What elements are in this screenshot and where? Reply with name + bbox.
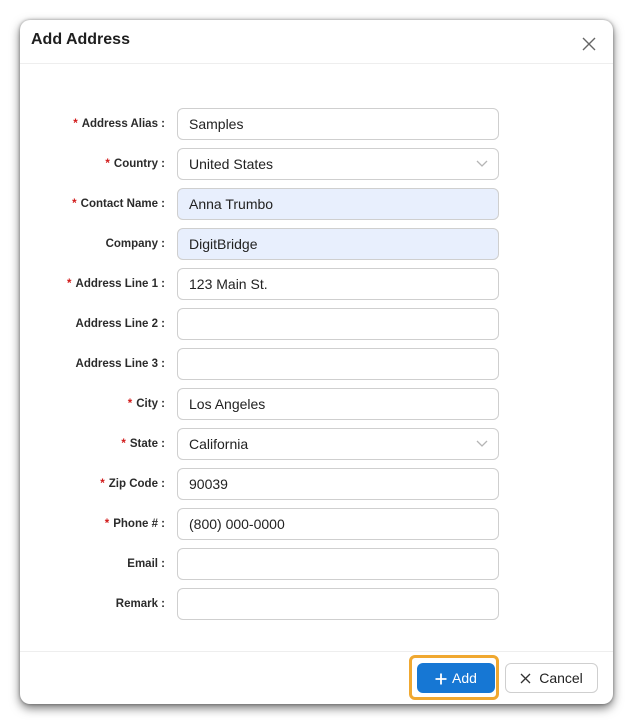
address-line-3-label: Address Line 3 : — [75, 358, 165, 370]
required-marker: * — [72, 198, 77, 210]
state-select[interactable] — [177, 428, 499, 460]
company-row — [20, 228, 613, 260]
company-input[interactable] — [177, 228, 499, 260]
address-line-1-label: * Address Line 1 : — [67, 278, 165, 290]
state-row — [20, 428, 613, 460]
email-label: Email : — [127, 558, 165, 570]
address-line-2-label: Address Line 2 : — [75, 318, 165, 330]
city-input[interactable] — [177, 388, 499, 420]
required-marker: * — [121, 438, 126, 450]
address-line-3-row — [20, 348, 613, 380]
close-button[interactable] — [579, 34, 599, 54]
remark-input[interactable] — [177, 588, 499, 620]
required-marker: * — [73, 118, 78, 130]
required-marker: * — [127, 398, 133, 410]
required-marker: * — [105, 158, 110, 170]
close-icon — [520, 673, 531, 684]
contact-name-input[interactable] — [177, 188, 499, 220]
phone-label: * Phone # : — [104, 518, 165, 530]
city-label: * City : — [127, 398, 165, 410]
email-input[interactable] — [177, 548, 499, 580]
remark-row — [20, 588, 613, 620]
phone-input[interactable] — [177, 508, 499, 540]
chevron-down-icon — [476, 159, 488, 169]
contact-name-label: * Contact Name : — [72, 198, 165, 210]
dialog-footer — [20, 651, 613, 704]
company-label: Company : — [105, 238, 165, 250]
address-alias-input[interactable] — [177, 108, 499, 140]
email-row — [20, 548, 613, 580]
plus-icon — [435, 673, 447, 685]
country-row — [20, 148, 613, 180]
address-alias-label: * Address Alias : — [73, 118, 165, 130]
phone-row — [20, 508, 613, 540]
remark-label: Remark : — [115, 598, 165, 610]
state-selected-value: California — [189, 436, 249, 452]
country-selected-value: United States — [189, 156, 274, 172]
address-alias-row — [20, 108, 613, 140]
country-select[interactable] — [177, 148, 499, 180]
city-row — [20, 388, 613, 420]
zip-code-input[interactable] — [177, 468, 499, 500]
address-line-1-input[interactable] — [177, 268, 499, 300]
address-line-2-input[interactable] — [177, 308, 499, 340]
contact-name-row — [20, 188, 613, 220]
required-marker: * — [104, 518, 110, 530]
required-marker: * — [100, 478, 105, 490]
chevron-down-icon — [476, 439, 488, 449]
add-button[interactable] — [417, 663, 495, 693]
state-label: * State : — [121, 438, 165, 450]
cancel-button-label: Cancel — [539, 670, 583, 686]
zip-code-label: * Zip Code : — [100, 478, 165, 490]
required-marker: * — [67, 278, 72, 290]
dialog-header — [20, 20, 613, 64]
address-line-2-row — [20, 308, 613, 340]
add-button-label: Add — [452, 670, 477, 686]
close-icon — [579, 34, 599, 54]
address-line-3-input[interactable] — [177, 348, 499, 380]
country-label: * Country : — [105, 158, 165, 170]
dialog-title: Add Address — [31, 31, 130, 48]
cancel-button[interactable] — [505, 663, 598, 693]
address-line-1-row — [20, 268, 613, 300]
zip-code-row — [20, 468, 613, 500]
add-address-dialog — [20, 20, 613, 704]
